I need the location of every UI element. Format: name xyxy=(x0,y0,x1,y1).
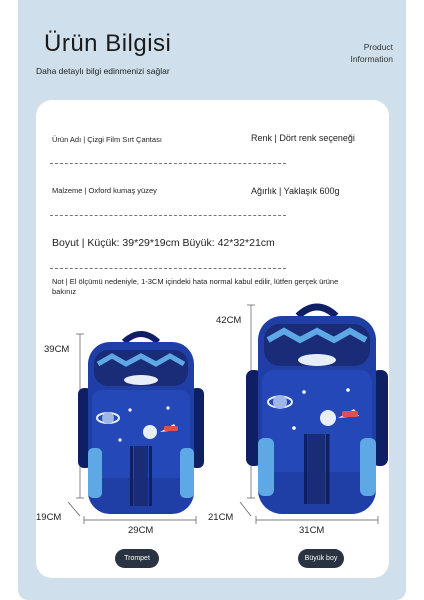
small-bag-width-label: 29CM xyxy=(128,525,154,536)
measurement-note: Not | El ölçümü nedeniyle, 1-3CM içindeki hata normal kabul edilir, lütfen gerçek ürüne bakınız xyxy=(52,277,339,296)
corner-line-2: Information xyxy=(350,54,393,64)
spec-size: Boyut | Küçük: 39*29*19cm Büyük: 42*32*21cm xyxy=(52,237,275,249)
page-title: Ürün Bilgisi xyxy=(44,30,172,57)
large-bag-width-label: 31CM xyxy=(299,525,325,536)
large-backpack-image xyxy=(256,300,378,516)
spec-weight: Ağırlık | Yaklaşık 600g xyxy=(251,186,340,196)
large-bag-height-label: 42CM xyxy=(216,315,242,326)
page-subtitle: Daha detaylı bilgi edinmenizi sağlar xyxy=(36,66,170,76)
small-backpack-image xyxy=(86,328,196,516)
corner-line-1: Product xyxy=(363,42,393,52)
small-bag-depth-label: 19CM xyxy=(36,512,62,523)
small-size-button[interactable]: Trompet xyxy=(115,549,159,568)
large-bag-depth-label: 21CM xyxy=(208,512,234,523)
spec-material: Malzeme | Oxford kumaş yüzey xyxy=(52,186,157,195)
spec-product-name: Ürün Adı | Çizgi Film Sırt Çantası xyxy=(52,135,162,144)
spec-color: Renk | Dört renk seçeneği xyxy=(251,133,355,143)
large-size-button[interactable]: Büyük boy xyxy=(298,549,344,568)
small-bag-height-label: 39CM xyxy=(44,344,70,355)
